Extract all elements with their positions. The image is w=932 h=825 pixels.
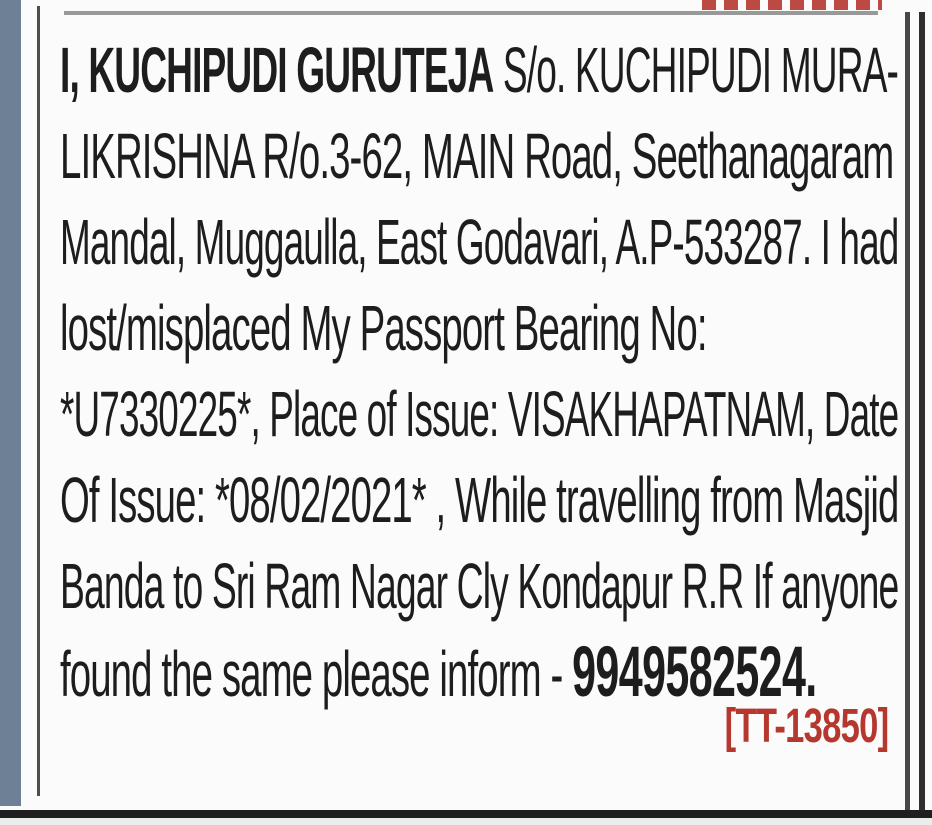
ad-text-line xyxy=(60,113,898,199)
page-edge-strip xyxy=(0,0,21,806)
ad-text-line xyxy=(60,27,899,113)
bottom-margin xyxy=(0,818,932,825)
left-column-rule xyxy=(37,6,40,796)
ad-text-segment: Of Issue: *08/02/2021* , While travelling from Masjid xyxy=(60,464,899,536)
ad-text-line xyxy=(60,199,899,285)
ad-text-bold-segment: I, KUCHIPUDI GURUTEJA xyxy=(60,34,494,106)
ad-text-segment: Banda to Sri Ram Nagar Cly Kondapur R.R If anyone xyxy=(60,550,899,622)
bottom-heavy-rule xyxy=(0,810,932,818)
ad-text-segment: S/o. KUCHIPUDI MURA- xyxy=(493,34,899,106)
ad-separator-rule xyxy=(64,11,878,15)
ad-text-bold-segment: 9949582524. xyxy=(572,632,817,712)
ad-text-line xyxy=(60,543,899,629)
right-column-rule-inner xyxy=(905,12,910,810)
ad-text-line xyxy=(60,457,899,543)
ad-text-segment: *U7330225*, Place of Issue: VISAKHAPATNAM, Date xyxy=(60,378,899,450)
ad-text-segment: Mandal, Muggaulla, East Godavari, A.P-533287. I had xyxy=(60,206,899,278)
right-column-rule-outer xyxy=(919,12,925,810)
ad-text-line xyxy=(60,285,898,371)
clipped-red-tag-fragment xyxy=(702,0,882,10)
ad-booking-tag: [TT-13850] xyxy=(724,700,888,753)
classified-ad-text xyxy=(60,27,898,715)
ad-text-segment: found the same please inform - xyxy=(60,638,573,710)
ad-text-line xyxy=(60,371,899,457)
ad-text-segment: lost/misplaced My Passport Bearing No: xyxy=(60,292,707,364)
ad-text-segment: LIKRISHNA R/o.3-62, MAIN Road, Seethanagaram xyxy=(60,120,894,192)
